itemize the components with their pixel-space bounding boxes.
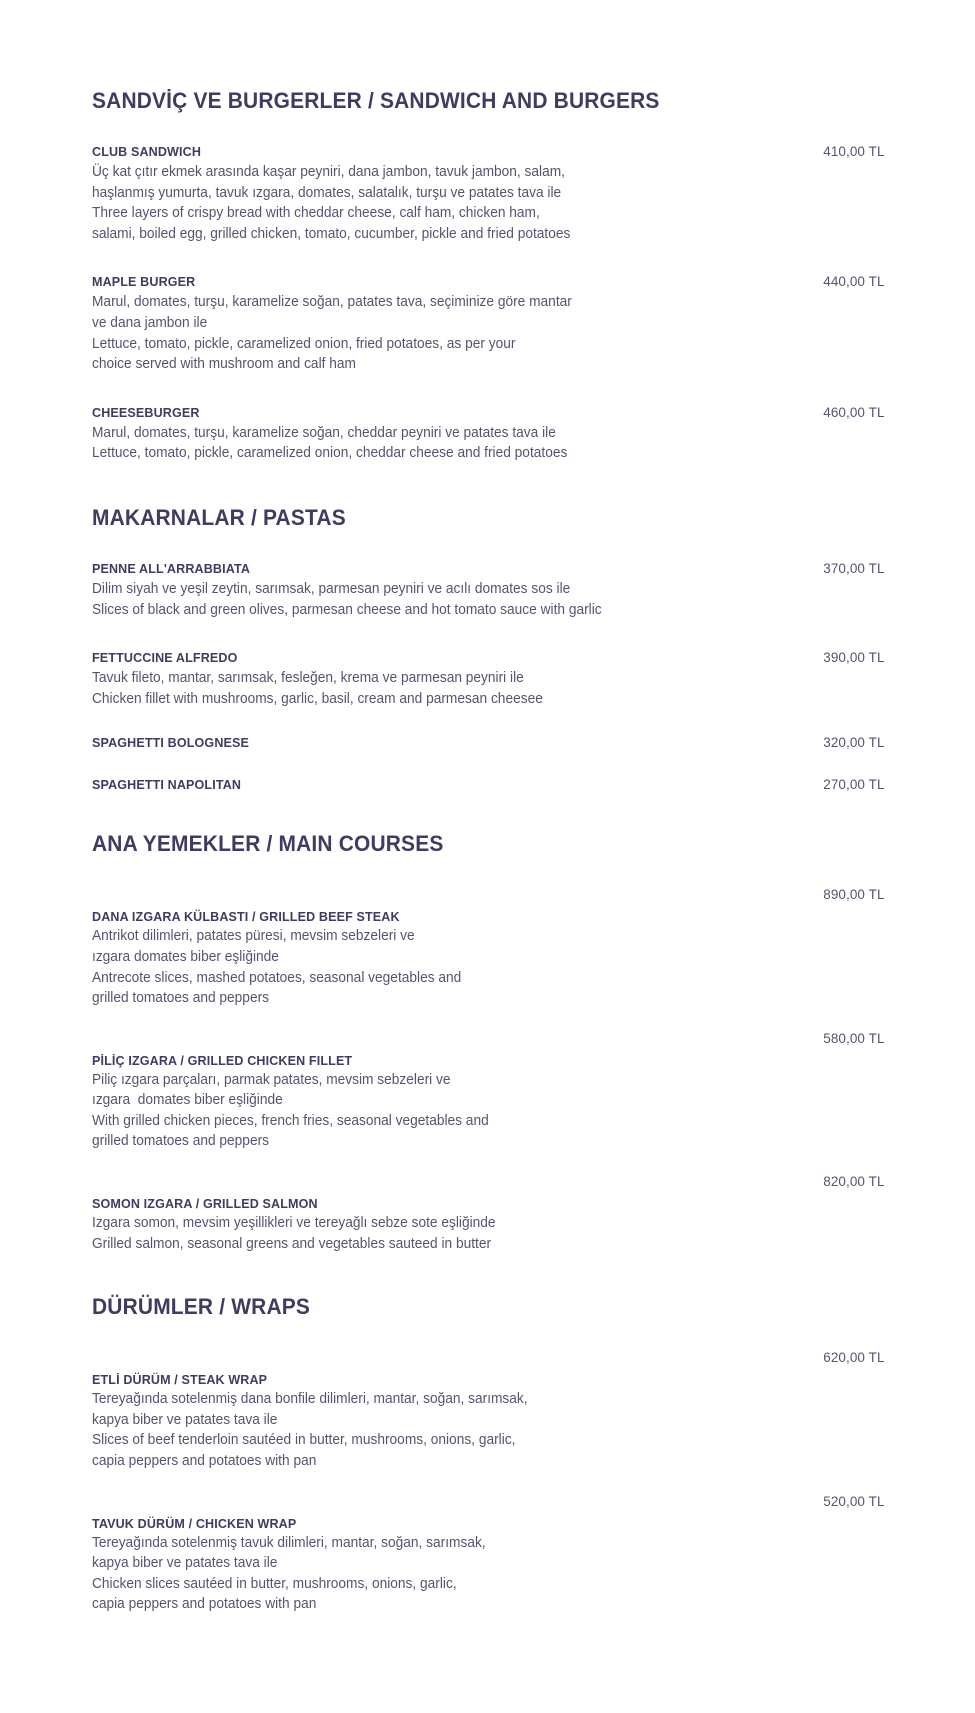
menu-item-name: SOMON IZGARA / GRILLED SALMON [92, 1196, 318, 1212]
description-line: Slices of black and green olives, parmesan cheese and hot tomato sauce with garlic [92, 601, 602, 618]
section-heading-main-courses: ANA YEMEKLER / MAIN COURSES [92, 831, 444, 857]
description-line: Slices of beef tenderloin sautéed in butter, mushrooms, onions, garlic, [92, 1432, 516, 1449]
description-line: kapya biber ve patates tava ile [92, 1555, 278, 1572]
menu-item-price: 580,00 TL [823, 1030, 885, 1047]
menu-item-price: 270,00 TL [823, 777, 885, 794]
menu-item-price: 440,00 TL [823, 274, 885, 291]
description-line: With grilled chicken pieces, french fries, seasonal vegetables and [92, 1112, 489, 1129]
menu-item-description [92, 162, 885, 244]
menu-item-name: FETTUCCINE ALFREDO [92, 650, 238, 666]
menu-item-description [92, 579, 885, 620]
section-heading-sandwiches: SANDVİÇ VE BURGERLER / SANDWICH AND BURGERS [92, 88, 660, 113]
menu-item-description [92, 292, 885, 374]
menu-item-name: CLUB SANDWICH [92, 144, 202, 159]
section-heading-pastas: MAKARNALAR / PASTAS [92, 504, 346, 530]
description-line: Üç kat çıtır ekmek arasında kaşar peyniri, dana jambon, tavuk jambon, salam, [92, 164, 565, 180]
menu-item-name: PİLİÇ IZGARA / GRILLED CHICKEN FILLET [92, 1052, 353, 1068]
description-line: grilled tomatoes and peppers [92, 990, 270, 1007]
description-line: Three layers of crispy bread with cheddar cheese, calf ham, chicken ham, [92, 205, 540, 222]
menu-item-description [92, 668, 885, 709]
menu-item [92, 1174, 885, 1254]
menu-item-description [92, 1213, 885, 1254]
description-line: ızgara domates biber eşliğinde [92, 948, 279, 965]
description-line: ve dana jambon ile [92, 314, 208, 331]
description-line: salami, boiled egg, grilled chicken, tomato, cucumber, pickle and fried potatoes [92, 225, 571, 242]
description-line: Lettuce, tomato, pickle, caramelized onion, fried potatoes, as per your [92, 335, 516, 352]
description-line: Lettuce, tomato, pickle, caramelized onion, cheddar cheese and fried potatoes [92, 445, 568, 462]
menu-item-name: CHEESEBURGER [92, 404, 200, 420]
description-line: Marul, domates, turşu, karamelize soğan, cheddar peyniri ve patates tava ile [92, 424, 556, 441]
menu-item-description [92, 926, 885, 1008]
description-line: Tereyağında sotelenmiş dana bonfile dilimleri, mantar, soğan, sarımsak, [92, 1391, 528, 1408]
menu-item [92, 650, 885, 709]
menu-item [92, 274, 885, 374]
menu-item-name: SPAGHETTI BOLOGNESE [92, 735, 250, 751]
menu-item-header [92, 274, 885, 290]
description-line: kapya biber ve patates tava ile [92, 1411, 278, 1428]
description-line: Marul, domates, turşu, karamelize soğan, patates tava, seçiminize göre mantar [92, 294, 572, 311]
menu-item-price: 620,00 TL [823, 1350, 885, 1367]
menu-item-price: 390,00 TL [823, 650, 885, 667]
menu-item-description [92, 423, 885, 464]
menu-item-name: DANA IZGARA KÜLBASTI / GRILLED BEEF STEAK [92, 909, 400, 925]
description-line: Chicken fillet with mushrooms, garlic, basil, cream and parmesan cheesee [92, 690, 543, 707]
menu-item-price: 890,00 TL [823, 887, 885, 904]
menu-item-price: 410,00 TL [823, 144, 885, 160]
menu-item-name: PENNE ALL'ARRABBIATA [92, 560, 251, 576]
description-line: Antrecote slices, mashed potatoes, seasonal vegetables and [92, 969, 462, 986]
menu-item-price: 520,00 TL [823, 1493, 885, 1510]
menu-item [92, 405, 885, 464]
menu-item [92, 735, 885, 751]
menu-item [92, 1350, 885, 1471]
description-line: Piliç ızgara parçaları, parmak patates, mevsim sebzeleri ve [92, 1071, 451, 1088]
menu-item [92, 887, 885, 1008]
menu-item-name: ETLİ DÜRÜM / STEAK WRAP [92, 1372, 268, 1388]
description-line: capia peppers and potatoes with pan [92, 1596, 317, 1613]
menu-item [92, 144, 885, 244]
menu-item-price: 460,00 TL [823, 404, 885, 421]
description-line: Antrikot dilimleri, patates püresi, mevsim sebzeleri ve [92, 928, 415, 945]
menu-item-description [92, 1533, 885, 1615]
description-line: haşlanmış yumurta, tavuk ızgara, domates, salatalık, turşu ve patates tava ile [92, 184, 562, 201]
description-line: Grilled salmon, seasonal greens and vegetables sauteed in butter [92, 1235, 492, 1252]
menu-item-price: 370,00 TL [823, 560, 885, 577]
menu-item-header [92, 777, 885, 793]
menu-item [92, 1030, 885, 1152]
description-line: ızgara domates biber eşliğinde [92, 1092, 283, 1109]
menu-item-description [92, 1070, 885, 1152]
description-line: Dilim siyah ve yeşil zeytin, sarımsak, parmesan peyniri ve acılı domates sos ile [92, 580, 571, 597]
menu-item-header [92, 144, 885, 160]
menu-item-header [92, 405, 885, 421]
menu-item-price: 320,00 TL [823, 735, 885, 752]
section-heading-wraps: DÜRÜMLER / WRAPS [92, 1294, 311, 1320]
menu-item-description [92, 1389, 885, 1471]
menu-item-name: SPAGHETTI NAPOLITAN [92, 777, 242, 793]
menu-item-header [92, 561, 885, 577]
menu-item-header [92, 735, 885, 751]
description-line: grilled tomatoes and peppers [92, 1133, 270, 1150]
description-line: capia peppers and potatoes with pan [92, 1453, 317, 1470]
menu-item-name: TAVUK DÜRÜM / CHICKEN WRAP [92, 1515, 297, 1531]
description-line: Izgara somon, mevsim yeşillikleri ve tereyağlı sebze sote eşliğinde [92, 1215, 496, 1232]
menu-item [92, 1493, 885, 1615]
description-line: Chicken slices sautéed in butter, mushrooms, onions, garlic, [92, 1575, 457, 1592]
menu-item [92, 561, 885, 620]
menu-item-price: 820,00 TL [823, 1174, 885, 1191]
description-line: Tereyağında sotelenmiş tavuk dilimleri, mantar, soğan, sarımsak, [92, 1534, 486, 1551]
menu-item [92, 777, 885, 793]
menu-item-name: MAPLE BURGER [92, 274, 196, 290]
menu-item-header [92, 650, 885, 666]
description-line: choice served with mushroom and calf ham [92, 356, 356, 373]
description-line: Tavuk fileto, mantar, sarımsak, fesleğen, krema ve parmesan peyniri ile [92, 670, 524, 687]
